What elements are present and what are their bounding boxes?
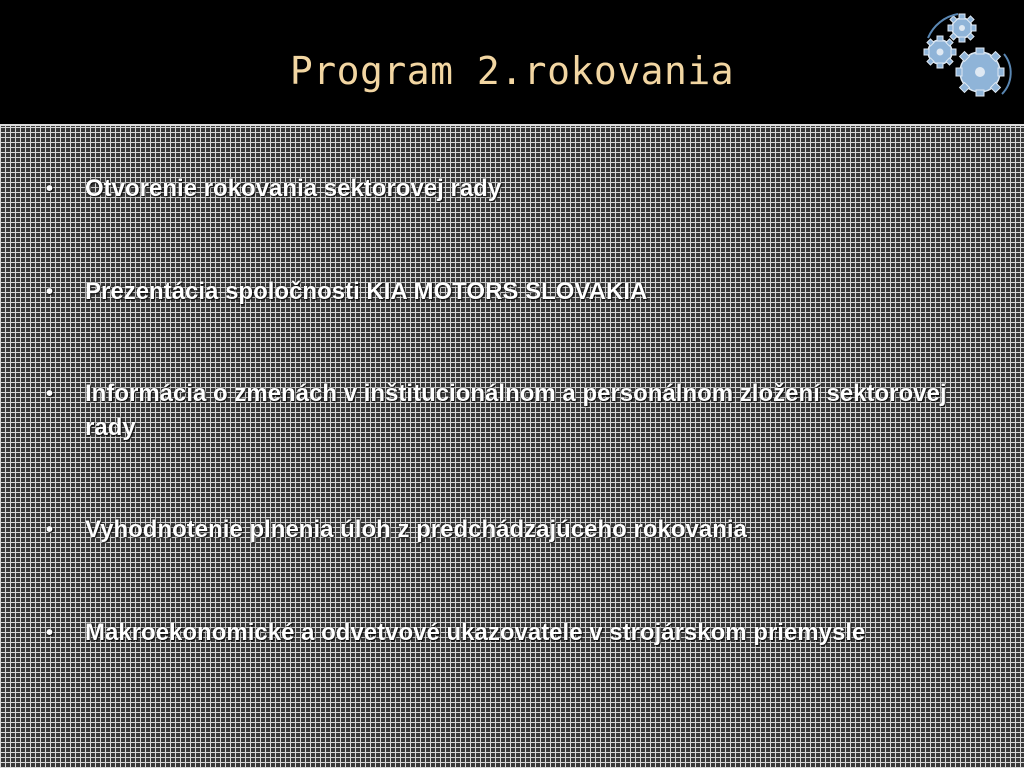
slide-title: Program 2.rokovania xyxy=(289,49,735,93)
list-item-text: Makroekonomické a odvetvové ukazovatele v strojárskom priemysle xyxy=(85,619,866,646)
bullet-dot: • xyxy=(46,519,54,541)
gears-icon xyxy=(918,8,1014,104)
bullet-dot: • xyxy=(46,383,54,405)
gear-large xyxy=(956,48,1004,96)
list-item-text: Informácia o zmenách v inštitucionálnom a personálnom zložení sektorovej rady xyxy=(85,380,947,441)
bullet-dot: • xyxy=(46,622,54,644)
list-item-text: Vyhodnotenie plnenia úloh z predchádzajúceho rokovania xyxy=(85,516,747,543)
slide-content xyxy=(0,126,1024,768)
bullet-dot: • xyxy=(46,178,54,200)
gear-small-top xyxy=(948,14,976,42)
list-item-text: Otvorenie rokovania sektorovej rady xyxy=(85,175,502,202)
slide-header xyxy=(0,0,1024,124)
bullet-dot: • xyxy=(46,281,54,303)
list-item-text: Prezentácia spoločnosti KIA MOTORS SLOVAKIA xyxy=(85,278,648,305)
gear-small-left xyxy=(924,36,956,68)
